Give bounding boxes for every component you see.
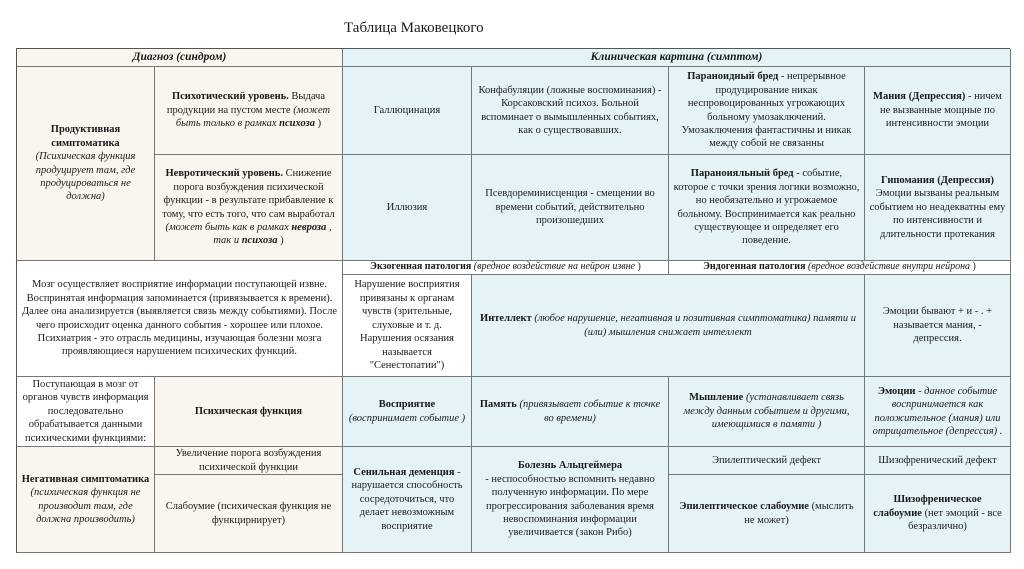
- mental-function-label: Психическая функция: [155, 377, 343, 447]
- memory-title: Память: [479, 399, 517, 411]
- intellect-cell: [472, 275, 865, 377]
- neurotic-level-title: Невротический уровень.: [165, 168, 283, 180]
- header-diagnosis: Диагноз (синдром): [17, 49, 343, 67]
- alzheimer-cell: [472, 447, 669, 553]
- hypomania-cell: [865, 155, 1011, 261]
- functions-intro-cell: Поступающая в мозг от органов чувств информация последовательно обрабатывается данными психическими функциями:: [17, 377, 155, 447]
- schizo-dementia-cell: [865, 475, 1011, 553]
- paranoyal-delusion-title: Параноияльный бред: [690, 168, 794, 180]
- productive-symptoms-cell: [17, 67, 155, 261]
- hallucination-cell: Галлюцинация: [343, 67, 472, 155]
- emotion-note: - данное событие воспринимается как положительное (мания) или отрицательное (депрессия) .: [872, 385, 1003, 437]
- neurotic-note-c: , так и: [213, 221, 332, 247]
- exogenous-close: ): [637, 261, 641, 273]
- emotions-sign-cell: Эмоции бывают + и - . + называется мания, - депрессия.: [865, 275, 1011, 377]
- endogenous-note: (вредное воздействие внутри нейрона: [807, 261, 971, 273]
- neurotic-note-e: ): [280, 235, 284, 247]
- thinking-cell: [669, 377, 865, 447]
- epileptic-dementia-note: (мыслить не может): [744, 501, 854, 526]
- psychotic-note-a: (может быть только в рамках: [175, 104, 331, 130]
- mania-cell: [865, 67, 1011, 155]
- page-title: Таблица Маковецкого: [344, 20, 484, 36]
- psychotic-level-desc: Выдача продукции на пустом месте: [166, 91, 326, 116]
- illusion-cell: Иллюзия: [343, 155, 472, 261]
- psychotic-level-cell: [155, 67, 343, 155]
- hypomania-desc: Эмоции вызваны реальным событием но неадекватны ему по интенсивности и длительности протекания: [869, 188, 1006, 240]
- perception-title: Восприятие: [378, 399, 436, 411]
- perception-note: (воспринимает событие ): [348, 412, 466, 424]
- paranoid-delusion-cell: [669, 67, 865, 155]
- hypomania-title: Гипомания (Депрессия): [881, 174, 994, 186]
- paranoyal-delusion-cell: [669, 155, 865, 261]
- productive-label: Продуктивная симптоматика: [50, 124, 121, 149]
- neurotic-level-desc: Снижение порога возбуждения психической функции - в результате прибавление к тому, что есть того, что сам выработал: [162, 168, 335, 220]
- senile-dementia-desc: - нарушается способность сосредоточиться, что делает невозможным восприятие: [351, 466, 463, 532]
- dementia-label-cell: Слабоумие (психическая функция не функцирнирует): [155, 475, 343, 553]
- paranoyal-delusion-desc: - событие, которое с точки зрения логики возможно, но необязательно и угрожаемое больному. Воспринимается как реально существующее и определяет его поведение.: [673, 168, 860, 247]
- paranoid-delusion-desc: - непрерывное продуцирование никак неспровоцированных угрожающих больному умозаключений. Умозаключения фантастичны и никак между собой не связанны: [681, 71, 852, 150]
- intellect-title: Интеллект: [480, 313, 532, 325]
- makovetsky-table: [16, 48, 1010, 553]
- neurotic-note-a: (может быть как в рамках: [165, 221, 289, 233]
- emotion-function-cell: [865, 377, 1011, 447]
- psychotic-level-title: Психотический уровень.: [171, 91, 289, 103]
- negative-label: Негативная симптоматика: [21, 473, 150, 485]
- mania-desc: - ничем не вызванные мощные по интенсивности эмоции: [880, 91, 1002, 130]
- paranoid-delusion-title: Параноидный бред: [687, 71, 779, 83]
- pseudoreminiscence-cell: Псевдореминисценция - смещении во времени событий, действительно произошедших: [472, 155, 669, 261]
- senile-dementia-title: Сенильная деменция: [353, 466, 455, 478]
- brain-intro-cell: Мозг осуществляет восприятие информации поступающей извне. Воспринятая информация запоминается (привязывается к времени). Далее она анализируется (выявляется связь между событиями). После чего происходит оценка данного события - хорошее или плохое. Психиатрия - это отрасль медицины, изучающая болезни мозга проявляющиеся нарушением психических функций.: [17, 261, 343, 377]
- thinking-note: (устанавливает связь между данным событием и другими, имеющимися в памяти ): [683, 392, 850, 431]
- memory-cell: [472, 377, 669, 447]
- confabulation-cell: Конфабуляции (ложные воспоминания) - Корсаковский психоз. Больной вспоминает о вымышленных событиях, как о существовавших.: [472, 67, 669, 155]
- sensory-disorders-cell: Нарушение восприятия привязаны к органам чувств (зрительные, слуховые и т. д. Нарушения осязания называется "Сенестопатии"): [343, 275, 472, 377]
- epileptic-dementia-cell: [669, 475, 865, 553]
- exogenous-title: Экзогенная патология: [370, 261, 472, 273]
- endogenous-title: Эндогенная патология: [703, 261, 806, 273]
- psychotic-note-b: психоза: [279, 118, 315, 130]
- endogenous-close: ): [972, 261, 976, 273]
- perception-cell: [343, 377, 472, 447]
- schizo-defect-cell: Шизофренический дефект: [865, 447, 1011, 475]
- alzheimer-desc: - неспособностью вспомнить недавно полученную информации. По мере прогрессирования заболевания время невоспоминания информации увеличивается (закон Рибо): [485, 473, 655, 539]
- thinking-title: Мышление: [689, 392, 744, 404]
- endogenous-pathology-cell: [669, 261, 1011, 275]
- emotion-title: Эмоции: [877, 385, 916, 397]
- exogenous-pathology-cell: [343, 261, 669, 275]
- psychotic-note-c: ): [317, 118, 322, 130]
- alzheimer-title: Болезнь Альцгеймера: [517, 460, 623, 472]
- neurotic-level-cell: [155, 155, 343, 261]
- senile-dementia-cell: [343, 447, 472, 553]
- neurotic-note-b: невроза: [291, 221, 327, 233]
- mania-title: Мания (Депрессия): [873, 91, 966, 103]
- threshold-increase-cell: Увеличение порога возбуждения психической функции: [155, 447, 343, 475]
- negative-symptoms-cell: [17, 447, 155, 553]
- schizo-dementia-title: Шизофреническое слабоумие: [873, 494, 982, 519]
- header-clinical: Клиническая картина (симптом): [343, 49, 1011, 67]
- schizo-dementia-note: (нет эмоций - все безразлично): [908, 507, 1002, 533]
- negative-note: (психическая функция не производит там, где должна производить): [30, 487, 141, 525]
- epileptic-defect-cell: Эпилептический дефект: [669, 447, 865, 475]
- productive-note: (Психическая функция продуцирует там, где продуцироваться не должна): [35, 151, 136, 203]
- exogenous-note: (вредное воздействие на нейрон извне: [473, 261, 635, 273]
- neurotic-note-d: психоза: [241, 235, 278, 247]
- epileptic-dementia-title: Эпилептическое слабоумие: [679, 501, 809, 513]
- intellect-desc: (любое нарушение, негативная и позитивная симптоматика) памяти и (или) мышления снижает интеллект: [534, 313, 856, 338]
- memory-note: (привязывает событие к точке во времени): [519, 399, 661, 424]
